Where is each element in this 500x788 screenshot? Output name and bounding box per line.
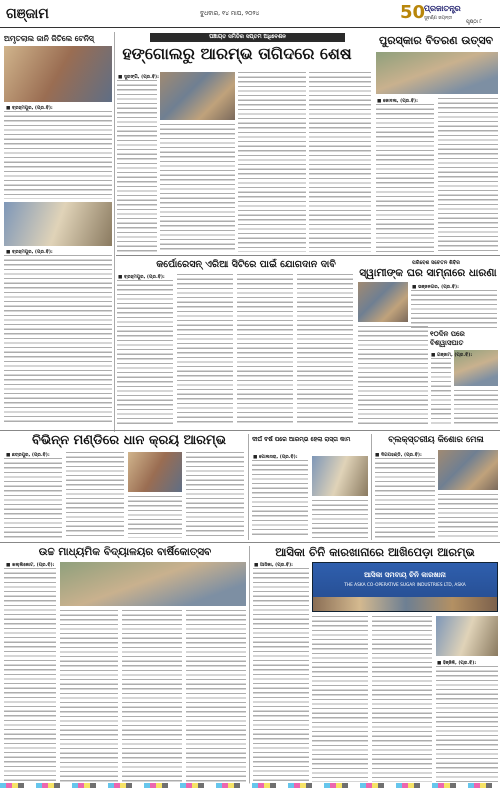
dharana-photo <box>358 282 408 322</box>
column-divider-left <box>114 32 115 432</box>
bottom-rule <box>0 542 500 543</box>
award-col1 <box>376 104 434 252</box>
tennis-byline: ■ ବ୍ରହ୍ମପୁର, (ପ୍ର.ବି): <box>6 106 53 111</box>
sugar-side-photo <box>436 616 498 656</box>
sugar-divider <box>249 546 250 784</box>
masthead <box>0 0 500 28</box>
betrayal-body <box>431 358 451 426</box>
sugar-col2 <box>312 616 368 782</box>
paddy-col2 <box>66 452 124 538</box>
award-col2 <box>438 98 498 252</box>
road-headline: ଦୀର୍ଘ ବର୍ଷ ପରେ ଆରମ୍ଭ ହେଲା ରାସ୍ତା କାମ <box>252 436 351 443</box>
left-second-body <box>4 255 112 423</box>
paddy-col3 <box>128 496 182 538</box>
corporation-col1 <box>117 280 173 426</box>
corporation-col2 <box>177 274 233 426</box>
school-col2 <box>60 610 118 782</box>
fair-body <box>375 458 435 538</box>
road-body-lower <box>312 500 368 538</box>
road-photo <box>312 456 368 496</box>
sugar-byline: ■ ଆସିକା, (ପ୍ର.ବି): <box>254 563 294 568</box>
sugar-col1 <box>253 568 309 782</box>
award-headline: ପୁରସ୍କାର ବିତରଣ ଉତ୍ସବ <box>378 34 494 47</box>
award-photo <box>376 52 498 94</box>
dharana-headline: ସ୍ୱାମୀଙ୍କ ଘର ସାମ୍ନାରେ ଧାରଣା <box>359 267 497 279</box>
left-second-byline: ■ ବ୍ରହ୍ମପୁର, (ପ୍ର.ବି): <box>6 250 53 255</box>
mid-band-rule <box>116 255 500 256</box>
main-story-col3 <box>238 72 306 252</box>
main-story-kicker <box>150 33 345 42</box>
award-byline: ■ କୋଦଳା, (ପ୍ର.ବି): <box>377 99 418 104</box>
fair-byline: ■ ଦିଗପହଣ୍ଡି, (ପ୍ର.ବି): <box>375 453 422 458</box>
paddy-headline: ବିଭିନ୍ନ ମଣ୍ଡିରେ ଧାନ କ୍ରୟ ଆରମ୍ଭ <box>32 433 226 448</box>
corporation-col3 <box>237 274 293 426</box>
dharana-body <box>411 290 497 328</box>
banner-crowd <box>313 597 498 612</box>
masthead-rule <box>0 27 500 28</box>
paddy-col4 <box>186 452 244 538</box>
fair-photo <box>438 450 498 490</box>
tennis-photo <box>4 46 112 102</box>
sugar-col4 <box>436 666 498 782</box>
sugar-col3 <box>372 616 432 782</box>
logo-subtitle: ସୁବର୍ଣ୍ଣ ଜୟନ୍ତୀ <box>424 16 453 21</box>
dharana-body-lower <box>358 326 428 426</box>
dharana-kicker <box>375 259 497 267</box>
page-number: ପୃଷ୍ଠା ୮ <box>466 19 483 25</box>
main-story-col4 <box>309 72 371 252</box>
corporation-col4 <box>297 274 353 426</box>
fair-body-lower <box>438 494 498 538</box>
fair-divider <box>371 434 372 540</box>
dharana-byline: ■ ଭଞ୍ଜନଗର, (ପ୍ର.ବି): <box>412 285 459 290</box>
school-col3 <box>122 610 182 782</box>
main-story-byline: ■ ସୁରଙ୍ଗି, (ପ୍ର.ବି): <box>118 75 159 80</box>
betrayal-body-lower <box>454 390 498 426</box>
road-body <box>252 460 308 538</box>
sugar-side-byline: ■ ହିଞ୍ଜିଳି, (ପ୍ର.ବି): <box>437 661 477 666</box>
dharana-kicker-text: ପରିବେଶ ସଚେତନ ଶିବିର <box>412 260 460 266</box>
logo-number: 50 <box>400 2 426 23</box>
school-photo <box>60 562 246 606</box>
main-story-photo <box>160 72 235 120</box>
sugar-factory-banner <box>312 562 498 612</box>
banner-english-line: THE ASKA CO-OPERATIVE SUGAR INDUSTRIES LTD, ASKA <box>344 583 466 588</box>
tennis-headline: ଅମୃତଲାଲ ଜାନି ଜିତିଲେ ଟେନିସ୍ <box>4 34 94 43</box>
edition-title: ଗଞ୍ଜାମ <box>6 6 49 22</box>
paddy-rule <box>0 430 500 431</box>
road-byline: ■ ପୋଲସରା, (ପ୍ର.ବି): <box>253 455 298 460</box>
logo-text: ପ୍ରଜାତନ୍ତ୍ର <box>424 4 461 13</box>
tennis-body <box>4 111 112 199</box>
main-story-col2 <box>160 124 235 252</box>
banner-odia-line: ଆସିକା ସମବାୟ ଚିନି କାରଖାନା <box>364 571 446 579</box>
paddy-photo <box>128 452 182 492</box>
school-col1 <box>4 568 56 782</box>
school-headline: ଉଚ୍ଚ ମାଧ୍ୟମିକ ବିଦ୍ୟାଳୟର ବାର୍ଷିକୋତ୍ସବ <box>38 546 212 558</box>
main-story-col1 <box>117 80 157 252</box>
paddy-byline: ■ ଛତ୍ରପୁର, (ପ୍ର.ବି): <box>6 453 50 458</box>
color-registration-strip <box>0 783 500 788</box>
betrayal-byline: ■ ଗଞ୍ଜାମ, (ପ୍ର.ବି): <box>431 353 473 358</box>
paddy-col1 <box>4 458 62 538</box>
kicker-text: ପଞ୍ଚାୟତ ସମିତିର ସପ୍ତମ ଅଧିବେଶନ <box>209 34 286 40</box>
main-story-headline: ହଙ୍ଗୋଲରୁ ଆରମ୍ଭ ତାଗିଦରେ ଶେଷ <box>122 44 352 63</box>
corporation-byline: ■ ବ୍ରହ୍ମପୁର, (ପ୍ର.ବି): <box>118 275 165 280</box>
date-line: ବୁଧବାର, ୧୪ ମାଘ, ୨୦୨୪ <box>200 10 260 17</box>
betrayal-headline: ୧୦ଦିନ ପରେ ବିଶ୍ୱାସଘାତ <box>430 330 465 347</box>
left-second-photo <box>4 202 112 246</box>
sugar-headline: ଆସିକା ଚିନି କାରଖାନାରେ ଆଖିପେଡ଼ା ଆରମ୍ଭ <box>275 545 475 559</box>
fair-headline: ବ୍ଲକ୍‌ସ୍ତରୀୟ କିଶୋର ମେଳା <box>388 435 484 445</box>
school-col4 <box>186 610 246 782</box>
school-byline: ■ ଖଲ୍ଲିକୋଟ, (ପ୍ର.ବି): <box>6 563 55 568</box>
corporation-headline: କର୍ପୋରେସନ୍ ଏରିଆ ସିଟିରେ ପାଇଁ ଯୋଗଦାନ ଦାବି <box>156 259 336 270</box>
paddy-divider <box>248 434 249 540</box>
